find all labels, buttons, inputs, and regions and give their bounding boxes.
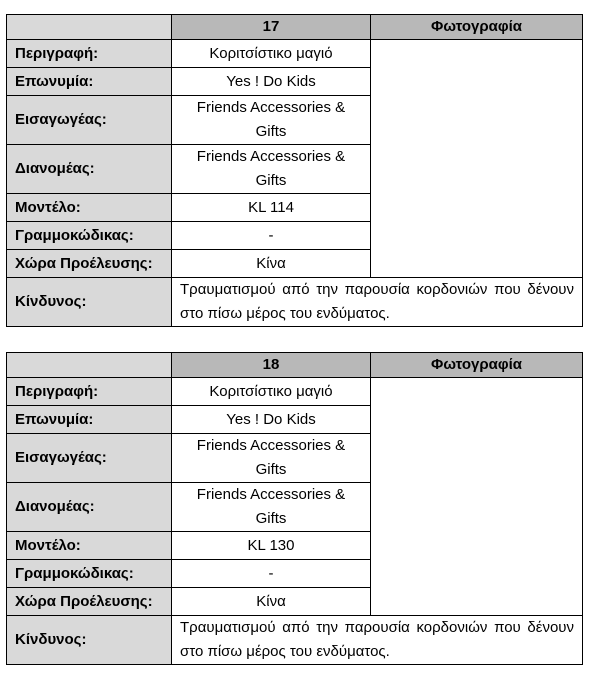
product-table-18	[6, 352, 583, 665]
product-number: 17	[172, 15, 371, 40]
header-corner	[7, 353, 172, 378]
description-value: Κοριτσίστικο μαγιό	[172, 40, 371, 68]
danger-value: Τραυματισμού από την παρουσία κορδονιών που δένουν στο πίσω μέρος του ενδύματος.	[172, 616, 583, 665]
distributor-label: Διανομέας:	[7, 145, 172, 194]
distributor-value: Friends Accessories & Gifts	[172, 145, 371, 194]
origin-label: Χώρα Προέλευσης:	[7, 250, 172, 278]
origin-value: Κίνα	[172, 250, 371, 278]
photo-cell	[371, 378, 583, 616]
photo-header: Φωτογραφία	[371, 353, 583, 378]
product-number: 18	[172, 353, 371, 378]
importer-value: Friends Accessories & Gifts	[172, 434, 371, 483]
importer-value: Friends Accessories & Gifts	[172, 96, 371, 145]
photo-cell	[371, 40, 583, 278]
barcode-value: -	[172, 222, 371, 250]
model-label: Μοντέλο:	[7, 194, 172, 222]
barcode-label: Γραμμοκώδικας:	[7, 560, 172, 588]
importer-label: Εισαγωγέας:	[7, 434, 172, 483]
danger-label: Κίνδυνος:	[7, 278, 172, 327]
danger-value: Τραυματισμού από την παρουσία κορδονιών που δένουν στο πίσω μέρος του ενδύματος.	[172, 278, 583, 327]
model-value: KL 114	[172, 194, 371, 222]
barcode-value: -	[172, 560, 371, 588]
model-value: KL 130	[172, 532, 371, 560]
photo-header: Φωτογραφία	[371, 15, 583, 40]
origin-label: Χώρα Προέλευσης:	[7, 588, 172, 616]
model-label: Μοντέλο:	[7, 532, 172, 560]
brand-value: Yes ! Do Kids	[172, 406, 371, 434]
distributor-label: Διανομέας:	[7, 483, 172, 532]
product-table-17	[6, 14, 583, 327]
header-corner	[7, 15, 172, 40]
description-label: Περιγραφή:	[7, 40, 172, 68]
brand-label: Επωνυμία:	[7, 68, 172, 96]
importer-label: Εισαγωγέας:	[7, 96, 172, 145]
origin-value: Κίνα	[172, 588, 371, 616]
distributor-value: Friends Accessories & Gifts	[172, 483, 371, 532]
barcode-label: Γραμμοκώδικας:	[7, 222, 172, 250]
brand-label: Επωνυμία:	[7, 406, 172, 434]
description-label: Περιγραφή:	[7, 378, 172, 406]
brand-value: Yes ! Do Kids	[172, 68, 371, 96]
description-value: Κοριτσίστικο μαγιό	[172, 378, 371, 406]
danger-label: Κίνδυνος:	[7, 616, 172, 665]
